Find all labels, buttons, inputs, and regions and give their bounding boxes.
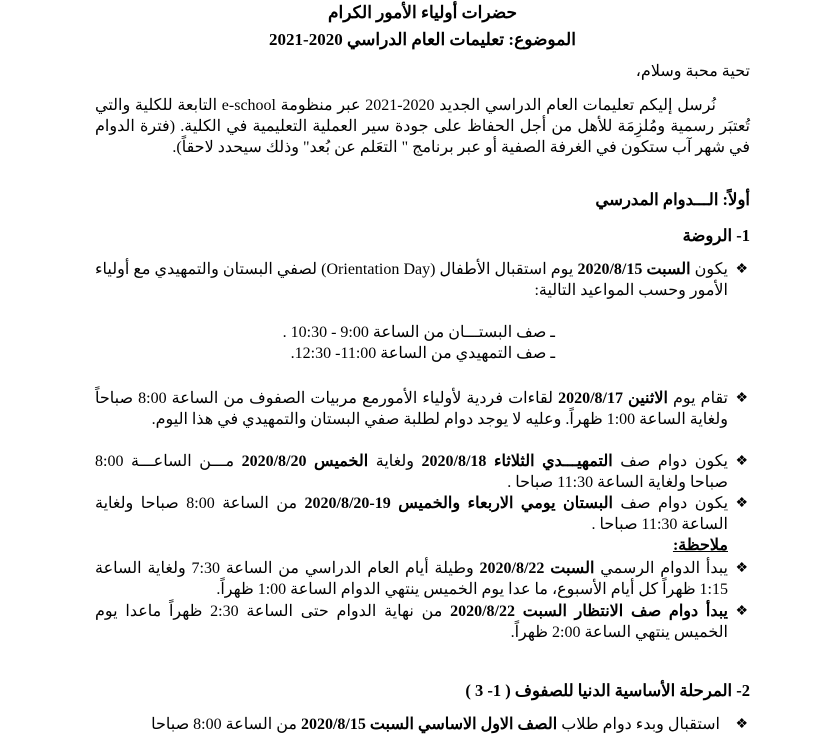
letter-title: حضرات أولياء الأمور الكرام (328, 3, 517, 22)
bullet-item (95, 451, 750, 493)
intro-paragraph: نُرسل إليكم تعليمات العام الدراسي الجديد 2020-2021 عبر منظومة e-school التابعة للكلية والتي تُعتبَر رسمية ومُلزِمَة للأهل من أجل الحفاظ على جودة سير العملية التعليمية في الكلية. (فترة الدوام في شهر آب ستكون في الغرفة الصفية أو عبر برنامج " التعَلم عن بُعد" وذلك سيحدد لاحقاً). (95, 97, 751, 156)
letter-subject: الموضوع: تعليمات العام الدراسي 2020-2021 (269, 30, 576, 49)
bullet-diamond-icon: ❖ (735, 561, 748, 576)
bold-text: الخميس 2020/8/20 (241, 453, 369, 470)
text: وطيلة أيام العام الدراسي من الساعة 7:30 ولغاية الساعة 1:15 ظهراً كل أيام الأسبوع، ما عدا يوم الخميس ينتهي الدوام الساعة 1:00 ظهراً. (95, 560, 728, 598)
schedule-line: ـ صف التمهيدي من الساعة 11:00- 12:30. (290, 345, 555, 362)
text: من نهاية الدوام حتى الساعة 2:30 ظهراً ماعدا يوم الخميس ينتهي الساعة 2:00 ظهراً. (95, 603, 728, 641)
bullet-diamond-icon: ❖ (735, 391, 748, 406)
greeting: تحية محبة وسلام، (635, 63, 750, 80)
subheading-lower-basic: 2- المرحلة الأساسية الدنيا للصفوف ( 1- 3 ) (465, 681, 750, 700)
bold-text: الصف الاول الاساسي السبت 2020/8/15 (300, 716, 558, 733)
bold-text: يبدأ دوام صف الانتظار السبت 2020/8/22 (450, 603, 729, 620)
text: لقاءات فردية لأولياء الأمورمع مربيات الصفوف من الساعة 8:00 صباحاً ولغاية الساعة 1:00 ظهراً. وعليه لا يوجد دوام لطلبة صفي البستان والتمهيدي في هذا اليوم. (95, 390, 728, 428)
text: يكون دوام صف (612, 453, 729, 470)
text: من الساعة 8:00 صباحا ولغاية الساعة 11:30 صباحا . (95, 495, 728, 533)
text: من الساعة 8:00 صباحا (151, 716, 301, 733)
note-label-text: ملاحظة: (672, 537, 728, 554)
section-heading-school-hours: أولاً: الـــدوام المدرسي (595, 190, 750, 209)
bold-text: البستان يومي الاربعاء والخميس 19-2020/8/20 (304, 495, 613, 512)
subheading-kindergarten: 1- الروضة (682, 226, 750, 245)
note-item (95, 601, 750, 643)
schedule-line: ـ صف البستـــان من الساعة 9:00 - 10:30 . (282, 324, 555, 341)
note-label (95, 535, 750, 556)
bullet-diamond-icon: ❖ (735, 262, 748, 277)
note-item (95, 558, 750, 600)
bullet-item (95, 714, 750, 735)
bullet-diamond-icon: ❖ (735, 496, 748, 511)
bullet-item (95, 259, 750, 301)
bullet-item (95, 388, 750, 430)
text: يبدأ الدوام الرسمي (594, 560, 729, 577)
bullet-diamond-icon: ❖ (735, 717, 748, 732)
text: مـــن الساعـــة 8:00 صباحا ولغاية الساعة 11:30 صباحا . (95, 453, 728, 491)
text: يكون دوام صف (612, 495, 729, 512)
text: تقام يوم (667, 390, 729, 407)
bold-text: السبت 2020/8/22 (479, 560, 595, 577)
bullet-diamond-icon: ❖ (735, 604, 748, 619)
bold-text: التمهيـــدي الثلاثاء 2020/8/18 (421, 453, 613, 470)
text: يوم استقبال الأطفال (Orientation Day) لصفي البستان والتمهيدي مع أولياء الأمور وحسب المواعيد التالية: (95, 261, 728, 299)
text: استقبال وبدء دوام طلاب (557, 716, 720, 733)
bullet-item (95, 493, 750, 535)
text: ولغاية (368, 453, 422, 470)
text: يكون (690, 261, 728, 278)
bullet-diamond-icon: ❖ (735, 454, 748, 469)
bold-text: السبت 2020/8/15 (577, 261, 691, 278)
bold-text: الاثنين 2020/8/17 (558, 390, 668, 407)
